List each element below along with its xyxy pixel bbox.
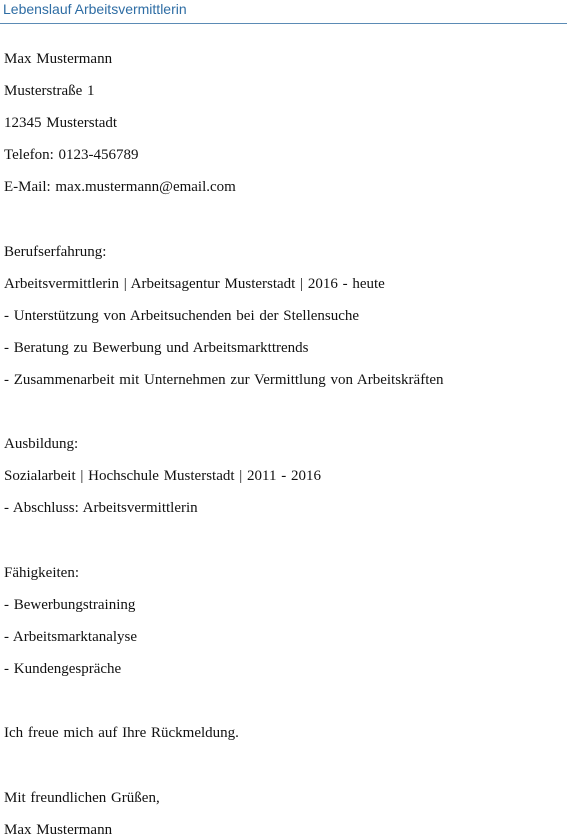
experience-position: Arbeitsvermittlerin | Arbeitsagentur Musterstadt | 2016 - heute <box>4 276 385 292</box>
experience-item: - Unterstützung von Arbeitsuchenden bei der Stellensuche <box>4 308 360 324</box>
closing-signature: Max Mustermann <box>4 822 113 838</box>
closing-greeting: Mit freundlichen Grüßen, <box>4 790 160 806</box>
experience-heading: Berufserfahrung: <box>4 244 107 260</box>
skills-heading: Fähigkeiten: <box>4 565 79 581</box>
skills-item: - Arbeitsmarktanalyse <box>4 629 138 645</box>
education-entry: Sozialarbeit | Hochschule Musterstadt | 2011 - 2016 <box>4 468 321 484</box>
skills-item: - Kundengespräche <box>4 661 122 677</box>
closing-text: Ich freue mich auf Ihre Rückmeldung. <box>4 725 239 741</box>
skills-item: - Bewerbungstraining <box>4 597 136 613</box>
contact-city: 12345 Musterstadt <box>4 115 118 131</box>
contact-street: Musterstraße 1 <box>4 83 95 99</box>
contact-phone: Telefon: 0123-456789 <box>4 147 139 163</box>
experience-item: - Beratung zu Bewerbung und Arbeitsmarkttrends <box>4 340 309 356</box>
contact-email: E-Mail: max.mustermann@email.com <box>4 179 236 195</box>
document-header <box>0 0 567 24</box>
document-title: Lebenslauf Arbeitsvermittlerin <box>3 1 187 17</box>
experience-item: - Zusammenarbeit mit Unternehmen zur Vermittlung von Arbeitskräften <box>4 372 444 388</box>
education-heading: Ausbildung: <box>4 436 79 452</box>
education-item: - Abschluss: Arbeitsvermittlerin <box>4 500 198 516</box>
contact-name: Max Mustermann <box>4 51 113 67</box>
